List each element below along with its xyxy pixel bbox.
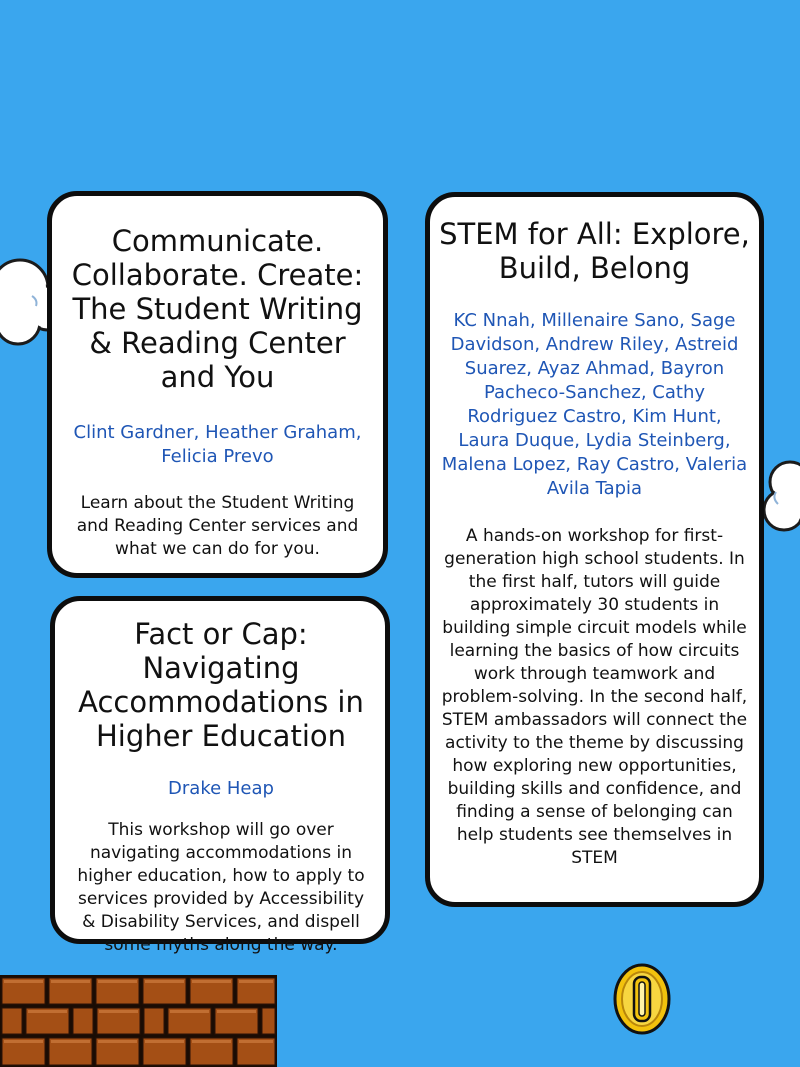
card-presenters: Clint Gardner, Heather Graham, Felicia Prevo	[73, 422, 362, 467]
workshop-card-writing-center	[47, 191, 388, 578]
card-presenters: Drake Heap	[168, 778, 274, 799]
card-description: This workshop will go over navigating accommodations in higher education, how to apply to services provided by Accessibility & Disability Services, and dispell some myths along the way.	[77, 820, 365, 955]
right-cloud-icon	[762, 452, 800, 542]
card-description: Learn about the Student Writing and Reading Center services and what we can do for you.	[76, 493, 359, 559]
card-title: STEM for All: Explore, Build, Belong	[439, 217, 750, 285]
brick-block-icon	[0, 975, 277, 1067]
workshop-card-accommodations	[50, 596, 390, 955]
card-description: A hands-on workshop for first-generation high school students. In the first half, tutors will guide approximately 30 students in building simple circuit models while learning the basics of how circuits work through teamwork and problem-solving. In the second half, STEM ambassadors will connect the activity to the theme by discussing how exploring new opportunities, building skills and confidence, and finding a sense of belonging can help students see themselves in STEM	[441, 526, 748, 868]
workshop-card-stem	[425, 192, 764, 907]
card-presenters: KC Nnah, Millenaire Sano, Sage Davidson, Andrew Riley, Astreid Suarez, Ayaz Ahmad, Bayron Pacheco-Sanchez, Cathy Rodriguez Castro, Kim Hunt, Laura Duque, Lydia Steinberg, Malena Lopez, Ray Castro, Valeria Avila Tapia	[441, 310, 748, 499]
card-title: Fact or Cap: Navigating Accommodations in Higher Education	[78, 617, 364, 753]
coin-icon	[613, 963, 671, 1035]
card-title: Communicate. Collaborate. Create: The Student Writing & Reading Center and You	[71, 224, 364, 394]
